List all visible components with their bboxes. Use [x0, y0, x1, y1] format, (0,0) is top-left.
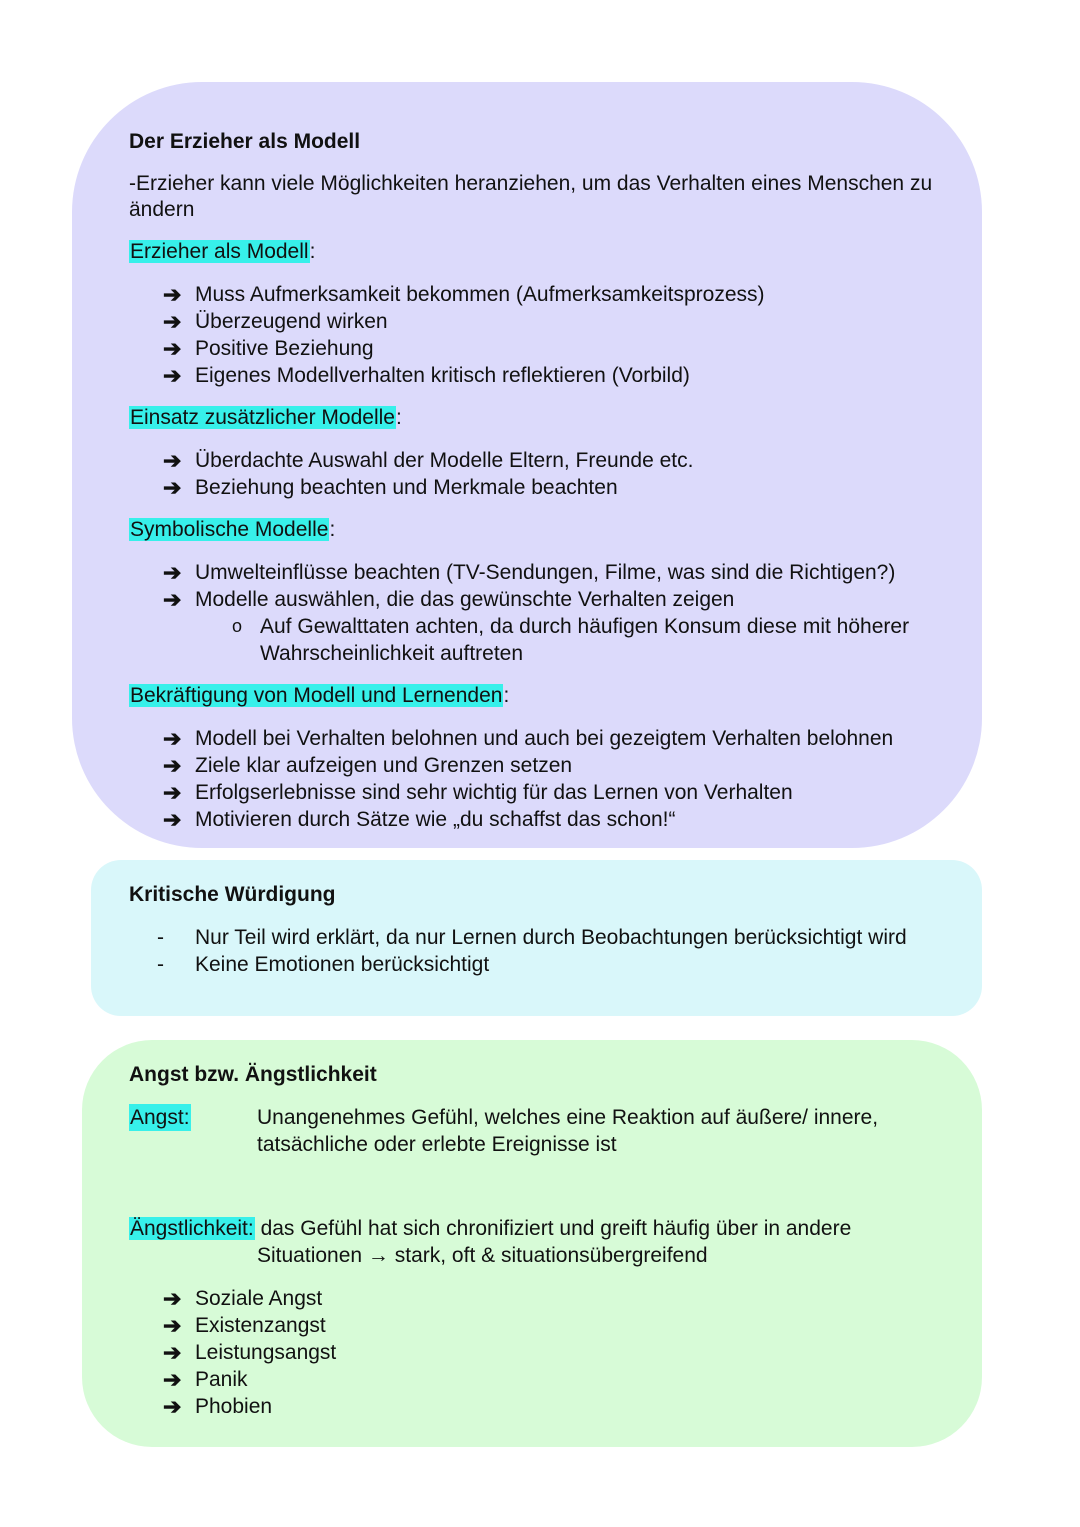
- list-item: ➔ Überzeugend wirken: [163, 309, 388, 334]
- arrow-right-icon: ➔: [163, 560, 182, 585]
- card-title: Angst bzw. Ängstlichkeit: [129, 1063, 377, 1086]
- definition-angst: [129, 1104, 982, 1158]
- list-item: ➔ Motivieren durch Sätze wie „du schaffst das schon!“: [163, 807, 676, 832]
- arrow-right-icon: ➔: [163, 1367, 182, 1392]
- arrow-right-icon: ➔: [163, 1394, 182, 1419]
- arrow-right-icon: ➔: [163, 1286, 182, 1311]
- sub-list-item: o Auf Gewalttaten achten, da durch häufigen Konsum diese mit höherer Wahrscheinlichkeit auftreten: [232, 615, 910, 665]
- section-heading: Bekräftigung von Modell und Lernenden:: [130, 684, 510, 707]
- bullet-list: [129, 559, 982, 667]
- list-item: ➔ Modell bei Verhalten belohnen und auch bei gezeigtem Verhalten belohnen: [163, 726, 894, 751]
- definition-text: Unangenehmes Gefühl, welches eine Reaktion auf äußere/ innere, tatsächliche oder erlebte Ereignisse ist: [257, 1106, 879, 1156]
- bullet-list: [129, 447, 982, 501]
- arrow-right-icon: ➔: [163, 475, 182, 500]
- intro-text: -Erzieher kann viele Möglichkeiten heranziehen, um das Verhalten eines Menschen zu ändern: [129, 172, 933, 221]
- list-item: ➔ Überdachte Auswahl der Modelle Eltern, Freunde etc.: [163, 448, 694, 473]
- list-item: - Keine Emotionen berücksichtigt: [157, 953, 490, 976]
- dash-list: [129, 924, 982, 978]
- highlight: Bekräftigung von Modell und Lernenden: [130, 684, 503, 707]
- circle-icon: o: [232, 616, 243, 636]
- arrow-right-icon: ➔: [163, 726, 182, 751]
- list-item: ➔ Modelle auswählen, die das gewünschte Verhalten zeigen o Auf Gewalttaten achten, da durch häufigen Konsum diese mit höherer Wahrscheinlichkeit auftreten: [163, 586, 982, 667]
- bullet-list: [129, 1285, 982, 1420]
- dash-icon: -: [157, 953, 164, 976]
- list-item: ➔ Erfolgserlebnisse sind sehr wichtig für das Lernen von Verhalten: [163, 780, 793, 805]
- list-item: - Nur Teil wird erklärt, da nur Lernen durch Beobachtungen berücksichtigt wird: [157, 926, 907, 949]
- arrow-right-icon: ➔: [163, 282, 182, 307]
- sub-list: [195, 613, 982, 667]
- dash-icon: -: [157, 926, 164, 949]
- list-item: ➔ Muss Aufmerksamkeit bekommen (Aufmerksamkeitsprozess): [163, 282, 765, 307]
- arrow-right-icon: ➔: [163, 753, 182, 778]
- section-heading: Erzieher als Modell:: [130, 240, 316, 263]
- arrow-right-icon: ➔: [163, 448, 182, 473]
- arrow-right-icon: ➔: [163, 336, 182, 361]
- list-item: ➔ Ziele klar aufzeigen und Grenzen setzen: [163, 753, 573, 778]
- arrow-right-icon: ➔: [163, 309, 182, 334]
- definition-text-continued: Situationen → stark, oft & situationsübergreifend: [257, 1244, 708, 1267]
- highlight: Symbolische Modelle: [130, 518, 329, 541]
- list-item: ➔ Existenzangst: [163, 1313, 326, 1338]
- list-item: ➔ Panik: [163, 1367, 248, 1392]
- card-angst: [82, 1040, 982, 1447]
- arrow-right-icon: ➔: [163, 1313, 182, 1338]
- list-item: ➔ Umwelteinflüsse beachten (TV-Sendungen, Filme, was sind die Richtigen?): [163, 560, 896, 585]
- list-item: ➔ Phobien: [163, 1394, 273, 1419]
- arrow-right-icon: ➔: [163, 587, 182, 612]
- arrow-right-icon: ➔: [163, 1340, 182, 1365]
- list-item: ➔ Beziehung beachten und Merkmale beachten: [163, 475, 618, 500]
- highlight: Einsatz zusätzlicher Modelle: [130, 406, 395, 429]
- card-title: Kritische Würdigung: [129, 883, 336, 906]
- highlight: Ängstlichkeit:: [130, 1217, 254, 1240]
- highlight: Angst:: [130, 1106, 190, 1129]
- bullet-list: [129, 725, 982, 833]
- definition-text: das Gefühl hat sich chronifiziert und greift häufig über in andere: [260, 1217, 852, 1240]
- arrow-right-icon: ➔: [163, 807, 182, 832]
- card-title: Der Erzieher als Modell: [129, 130, 361, 153]
- card-erzieher-als-modell: [72, 82, 982, 848]
- arrow-right-icon: ➔: [163, 363, 182, 388]
- list-item: ➔ Eigenes Modellverhalten kritisch reflektieren (Vorbild): [163, 363, 690, 388]
- section-heading: Symbolische Modelle:: [130, 518, 336, 541]
- highlight: Erzieher als Modell: [130, 240, 309, 263]
- list-item: ➔ Soziale Angst: [163, 1286, 323, 1311]
- card-kritische-wuerdigung: [91, 860, 982, 1016]
- section-heading: Einsatz zusätzlicher Modelle:: [130, 406, 402, 429]
- definition-aengstlichkeit: [129, 1215, 982, 1269]
- list-item: ➔ Leistungsangst: [163, 1340, 337, 1365]
- bullet-list: [129, 281, 982, 389]
- list-item: ➔ Positive Beziehung: [163, 336, 374, 361]
- arrow-right-icon: ➔: [163, 780, 182, 805]
